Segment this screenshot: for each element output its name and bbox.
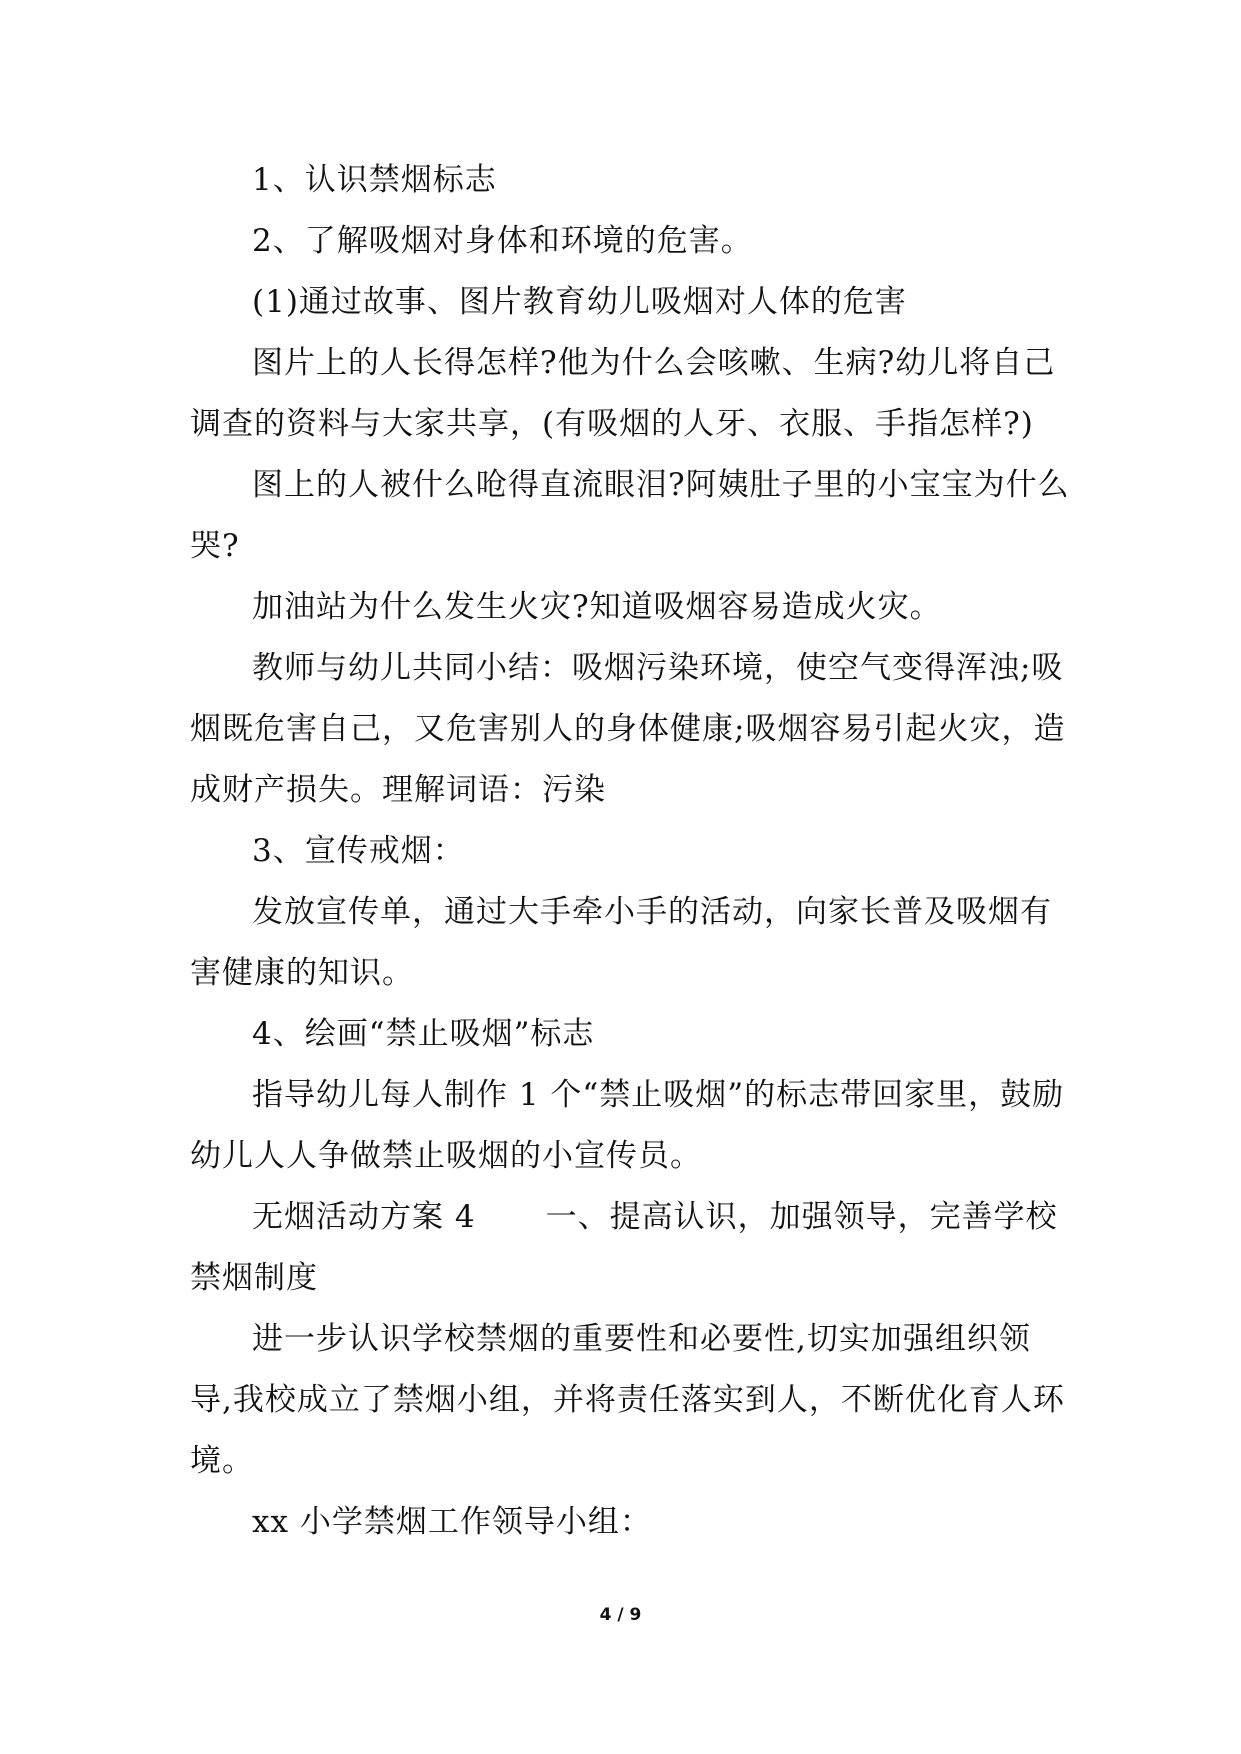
paragraph-question-tears: 图上的人被什么呛得直流眼泪?阿姨肚子里的小宝宝为什么哭? [190,467,1070,564]
paragraph-leaflet: 发放宣传单，通过大手牵小手的活动，向家长普及吸烟有害健康的知识。 [190,894,1052,991]
section-heading [190,1187,1070,1309]
page-number: 4 / 9 [599,1605,642,1625]
section-title: 无烟活动方案 4 [252,1199,476,1235]
paragraph-question-fire: 加油站为什么发生火灾?知道吸烟容易造成火灾。 [252,589,942,625]
paragraph-organization: 进一步认识学校禁烟的重要性和必要性,切实加强组织领导,我校成立了禁烟小组，并将责任落实到人，不断优化育人环境。 [190,1321,1065,1479]
paragraph-sign-making: 指导幼儿每人制作 1 个“禁止吸烟”的标志带回家里，鼓励幼儿人人争做禁止吸烟的小宣传员。 [190,1077,1065,1174]
paragraph-item-2-1: (1)通过故事、图片教育幼儿吸烟对人体的危害 [252,284,907,320]
paragraph-item-4: 4、绘画“禁止吸烟”标志 [252,1016,595,1052]
paragraph-item-1: 1、认识禁烟标志 [252,162,497,198]
paragraph-leadership-group: xx 小学禁烟工作领导小组： [252,1504,652,1540]
paragraph-question-appearance: 图片上的人长得怎样?他为什么会咳嗽、生病?幼儿将自己调查的资料与大家共享，(有吸烟的人牙、衣服、手指怎样?) [190,345,1056,442]
section-subtitle: 一、提高认识，加强领导，完善学校禁烟制度 [190,1199,1058,1296]
document-body [190,150,1070,1553]
paragraph-item-3: 3、宣传戒烟： [252,833,465,869]
paragraph-summary: 教师与幼儿共同小结：吸烟污染环境，使空气变得浑浊;吸烟既危害自己，又危害别人的身体健康;吸烟容易引起火灾，造成财产损失。理解词语：污染 [190,650,1066,808]
paragraph-item-2: 2、了解吸烟对身体和环境的危害。 [252,223,753,259]
